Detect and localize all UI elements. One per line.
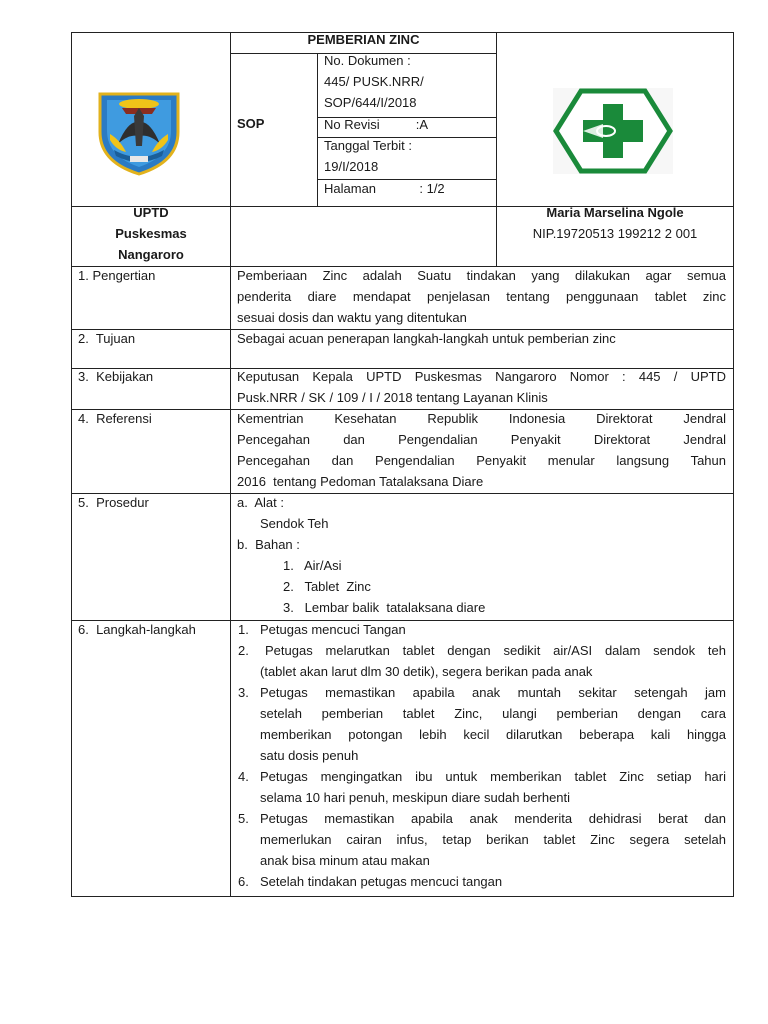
referensi-line-4: 2016 tentang Pedoman Tatalaksana Diare [237,474,484,489]
sop-label: SOP [237,116,265,131]
referensi-line-1: Kementrian Kesehatan Republik Indonesia Direktorat Jendral [237,411,726,426]
step-4-line-1: Petugas mengingatkan ibu untuk memberikan tablet Zinc setiap hari [260,769,726,784]
doc-number-line-2: SOP/644/I/2018 [324,95,417,110]
prosedur-bahan-label: b. Bahan : [237,537,300,552]
pengertian-line-1: Pemberiaan Zinc adalah Suatu tindakan yang dilakukan agar semua [237,268,726,283]
table-border-bottom [71,896,734,897]
step-5-line-2: memerlukan cairan infus, tetap berikan tablet Zinc segera setelah [260,832,726,847]
doc-number-line-1: 445/ PUSK.NRR/ [324,74,424,89]
prosedur-bahan-item-1: 1. Air/Asi [283,558,342,573]
step-1-line-1: Petugas mencuci Tangan [260,622,406,637]
issue-date-label: Tanggal Terbit : [324,138,412,153]
tujuan-line-1: Sebagai acuan penerapan langkah-langkah untuk pemberian zinc [237,331,616,346]
step-number: 5. [238,811,249,826]
org-name-line-3: Nangaroro [118,247,184,262]
section-label-prosedur: 5. Prosedur [78,495,149,510]
section-label-tujuan: 2. Tujuan [78,331,136,346]
prosedur-bahan-item-2: 2. Tablet Zinc [283,579,371,594]
regional-emblem-logo [92,84,186,178]
prosedur-bahan-item-3: 3. Lembar balik tatalaksana diare [283,600,486,615]
page-number: Halaman : 1/2 [324,181,445,196]
step-2-line-1: Petugas melarutkan tablet dengan sedikit air/ASI dalam sendok teh [265,643,726,658]
table-border-right [733,32,734,897]
referensi-line-3: Pencegahan dan Pengendalian Penyakit menular langsung Tahun [237,453,726,468]
prosedur-alat-label: a. Alat : [237,495,284,510]
kebijakan-line-1: Keputusan Kepala UPTD Puskesmas Nangaroro Nomor : 445 / UPTD [237,369,726,384]
step-5-line-1: Petugas memastikan apabila anak menderita dehidrasi berat dan [260,811,726,826]
step-5-line-3: anak bisa minum atau makan [260,853,430,868]
doc-number-label: No. Dokumen : [324,53,411,68]
revision-number: No Revisi :A [324,117,429,132]
sop-info-divider [317,53,318,206]
column-divider [230,32,231,897]
section-label-kebijakan: 3. Kebijakan [78,369,154,384]
step-number: 6. [238,874,249,889]
step-number: 4. [238,769,249,784]
section-label-pengertian: 1. Pengertian [78,268,156,283]
step-3-line-2: setelah pemberian tablet Zinc, ulangi pemberian dengan cara [260,706,726,721]
step-3-line-3: memberikan potongan lebih kecil dilarutkan beberapa kali hingga [260,727,726,742]
issue-date-value: 19/I/2018 [324,159,379,174]
step-4-line-2: selama 10 hari penuh, meskipun diare sudah berhenti [260,790,571,805]
row-line-5 [71,493,734,494]
org-name-line-1: UPTD [133,205,169,220]
step-6-line-1: Setelah tindakan petugas mencuci tangan [260,874,503,889]
document-title: PEMBERIAN ZINC [307,32,420,47]
table-border-left [71,32,72,897]
puskesmas-logo [553,88,673,174]
signer-name: Maria Marselina Ngole [546,205,684,220]
step-number: 1. [238,622,249,637]
step-3-line-4: satu dosis penuh [260,748,359,763]
regional-emblem-icon [92,84,186,178]
step-3-line-1: Petugas memastikan apabila anak muntah sekitar setengah jam [260,685,726,700]
pengertian-line-2: penderita diare mendapat penjelasan tentang penggunaan tablet zinc [237,289,726,304]
org-name-line-2: Puskesmas [115,226,187,241]
section-label-langkah: 6. Langkah-langkah [78,622,196,637]
step-number: 2. [238,643,249,658]
puskesmas-cross-icon [553,88,673,174]
pengertian-line-3: sesuai dosis dan waktu yang ditentukan [237,310,467,325]
kebijakan-line-2: Pusk.NRR / SK / 109 / I / 2018 tentang Layanan Klinis [237,390,548,405]
signer-nip: NIP.19720513 199212 2 001 [532,226,698,241]
section-label-referensi: 4. Referensi [78,411,152,426]
step-number: 3. [238,685,249,700]
referensi-line-2: Pencegahan dan Pengendalian Penyakit Direktorat Jendral [237,432,726,447]
prosedur-alat-item: Sendok Teh [260,516,329,531]
step-2-line-2: (tablet akan larut dlm 30 detik), segera berikan pada anak [260,664,593,679]
